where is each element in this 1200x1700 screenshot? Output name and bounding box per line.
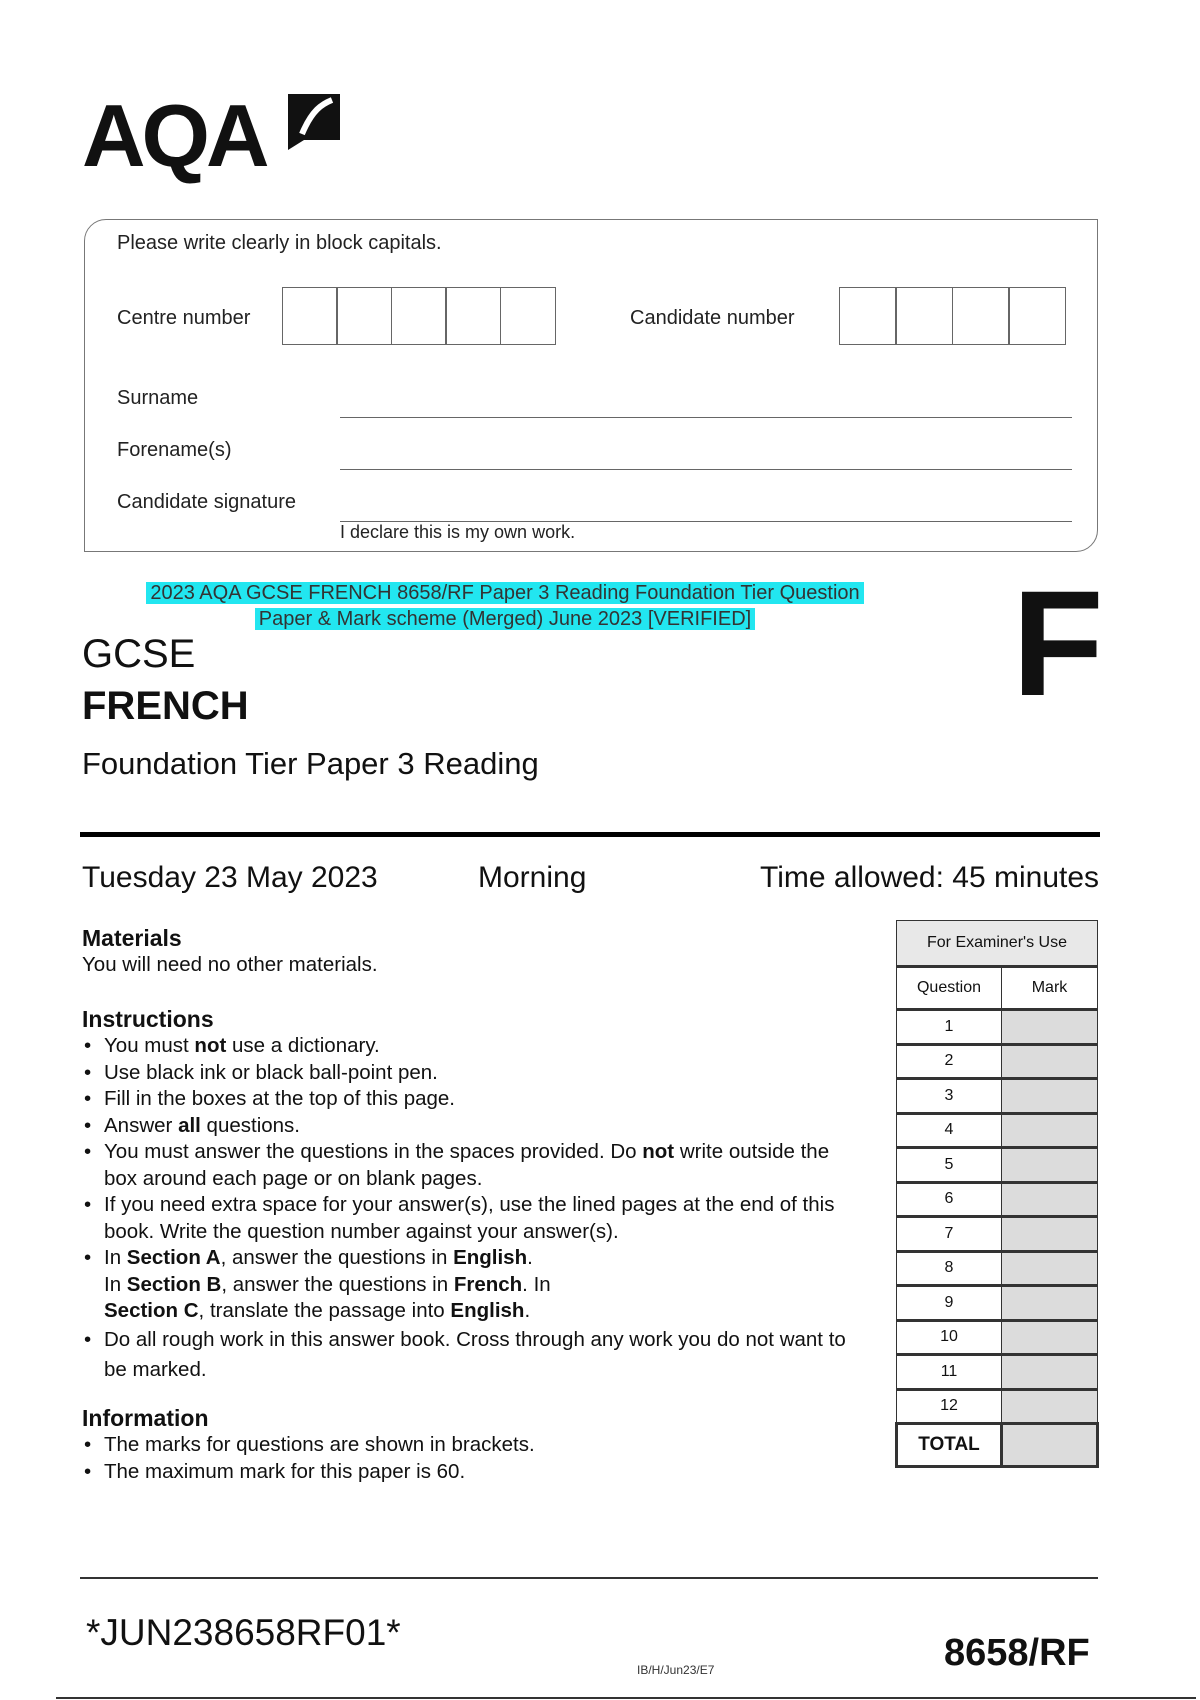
heading-rule [80, 832, 1100, 837]
question-number-cell: 12 [897, 1389, 1002, 1424]
examiner-table-row [897, 1044, 1098, 1079]
mark-column-header: Mark [1002, 967, 1098, 1010]
question-number-cell: 5 [897, 1148, 1002, 1183]
subject: FRENCH [82, 684, 249, 728]
examiner-table-body [897, 1010, 1098, 1424]
examiner-table-title: For Examiner's Use [897, 921, 1098, 967]
question-number-cell: 3 [897, 1079, 1002, 1114]
time-allowed: Time allowed: 45 minutes [760, 861, 1100, 894]
mark-cell [1002, 1182, 1098, 1217]
examiner-table-row [897, 1113, 1098, 1148]
mark-cell [1002, 1148, 1098, 1183]
candidate-digit-box[interactable] [839, 287, 897, 345]
instructions-heading: Instructions [82, 1006, 214, 1032]
information-section [82, 1405, 862, 1485]
examiner-table-row [897, 1355, 1098, 1390]
document-reference: IB/H/Jun23/E7 [637, 1663, 715, 1677]
mark-cell [1002, 1217, 1098, 1252]
tier-letter: F [1012, 559, 1104, 727]
signature-label: Candidate signature [117, 491, 297, 513]
candidate-number-boxes[interactable] [840, 287, 1066, 345]
materials-section [82, 925, 882, 979]
information-list [82, 1432, 862, 1485]
examiner-table-row [897, 1182, 1098, 1217]
candidate-digit-box[interactable] [1008, 287, 1066, 345]
footer-rule [80, 1577, 1098, 1579]
paper-title: Foundation Tier Paper 3 Reading [82, 746, 539, 781]
centre-digit-box[interactable] [282, 287, 338, 345]
highlight-line-2: Paper & Mark scheme (Merged) June 2023 [VERIFIED] [255, 608, 755, 630]
materials-heading: Materials [82, 925, 182, 951]
mark-cell [1002, 1113, 1098, 1148]
declaration-text: I declare this is my own work. [340, 522, 576, 542]
candidate-details-box [84, 219, 1098, 552]
forename-line[interactable] [340, 469, 1072, 470]
instructions-section [82, 1006, 862, 1388]
information-item: • The marks for questions are shown in brackets. [82, 1432, 862, 1459]
instructions-list [82, 1033, 862, 1388]
examiner-table-row [897, 1079, 1098, 1114]
aqa-logo-leaf-icon [282, 90, 346, 154]
centre-digit-box[interactable] [336, 287, 392, 345]
centre-number-label: Centre number [117, 307, 251, 329]
question-number-cell: 10 [897, 1320, 1002, 1355]
instruction-item: • If you need extra space for your answer(s), use the lined pages at the end of this book. Write the question number against your answer(s). [82, 1192, 862, 1245]
question-number-cell: 7 [897, 1217, 1002, 1252]
exam-date: Tuesday 23 May 2023 [82, 861, 378, 894]
question-number-cell: 1 [897, 1010, 1002, 1045]
examiner-table-row [897, 1251, 1098, 1286]
examiner-table-row [897, 1389, 1098, 1424]
aqa-logo [82, 86, 266, 185]
surname-line[interactable] [340, 417, 1072, 418]
aqa-logo-text: AQA [82, 86, 266, 185]
question-number-cell: 8 [897, 1251, 1002, 1286]
mark-cell [1002, 1079, 1098, 1114]
block-capitals-instruction: Please write clearly in block capitals. [117, 232, 442, 254]
question-number-cell: 9 [897, 1286, 1002, 1321]
mark-cell [1002, 1251, 1098, 1286]
mark-cell [1002, 1389, 1098, 1424]
information-heading: Information [82, 1405, 209, 1431]
mark-cell [1002, 1286, 1098, 1321]
highlight-line-1: 2023 AQA GCSE FRENCH 8658/RF Paper 3 Reading Foundation Tier Question [146, 582, 863, 604]
materials-text: You will need no other materials. [82, 953, 378, 976]
question-number-cell: 11 [897, 1355, 1002, 1390]
exam-session: Morning [478, 861, 587, 894]
centre-digit-box[interactable] [391, 287, 447, 345]
candidate-number-label: Candidate number [630, 307, 795, 329]
candidate-digit-box[interactable] [952, 287, 1010, 345]
page-bottom-rule [56, 1697, 1196, 1699]
centre-number-boxes[interactable] [283, 287, 556, 345]
mark-cell [1002, 1320, 1098, 1355]
question-number-cell: 6 [897, 1182, 1002, 1217]
mark-cell [1002, 1355, 1098, 1390]
barcode-text: *JUN238658RF01* [86, 1612, 401, 1653]
centre-digit-box[interactable] [500, 287, 556, 345]
qualification: GCSE [82, 632, 196, 676]
examiner-table-row [897, 1148, 1098, 1183]
question-column-header: Question [897, 967, 1002, 1010]
surname-label: Surname [117, 387, 199, 409]
instruction-item: • You must answer the questions in the spaces provided. Do not write outside the box around each page or on blank pages. [82, 1139, 862, 1192]
question-number-cell: 2 [897, 1044, 1002, 1079]
centre-digit-box[interactable] [445, 287, 501, 345]
question-number-cell: 4 [897, 1113, 1002, 1148]
total-mark-cell [1002, 1424, 1098, 1467]
mark-cell [1002, 1044, 1098, 1079]
document-title-highlight [0, 580, 1010, 632]
instruction-item: • Fill in the boxes at the top of this page. [82, 1086, 862, 1113]
paper-code: 8658/RF [944, 1632, 1090, 1674]
examiner-use-table [895, 920, 1099, 1468]
examiner-table-row [897, 1286, 1098, 1321]
instruction-item: • In Section A, answer the questions in English. In Section B, answer the questions in French. In Section C, translate the passage into English. [82, 1245, 862, 1325]
instruction-item: • You must not use a dictionary. [82, 1033, 862, 1060]
forename-label: Forename(s) [117, 439, 232, 461]
information-item: • The maximum mark for this paper is 60. [82, 1459, 862, 1486]
candidate-digit-box[interactable] [895, 287, 953, 345]
examiner-table-row [897, 1217, 1098, 1252]
instruction-item: • Use black ink or black ball-point pen. [82, 1060, 862, 1087]
mark-cell [1002, 1010, 1098, 1045]
examiner-table-row [897, 1010, 1098, 1045]
instruction-item: • Do all rough work in this answer book. Cross through any work you do not want to be marked. [82, 1325, 862, 1388]
instruction-item: • Answer all questions. [82, 1113, 862, 1140]
total-label: TOTAL [897, 1424, 1002, 1467]
examiner-table-row [897, 1320, 1098, 1355]
